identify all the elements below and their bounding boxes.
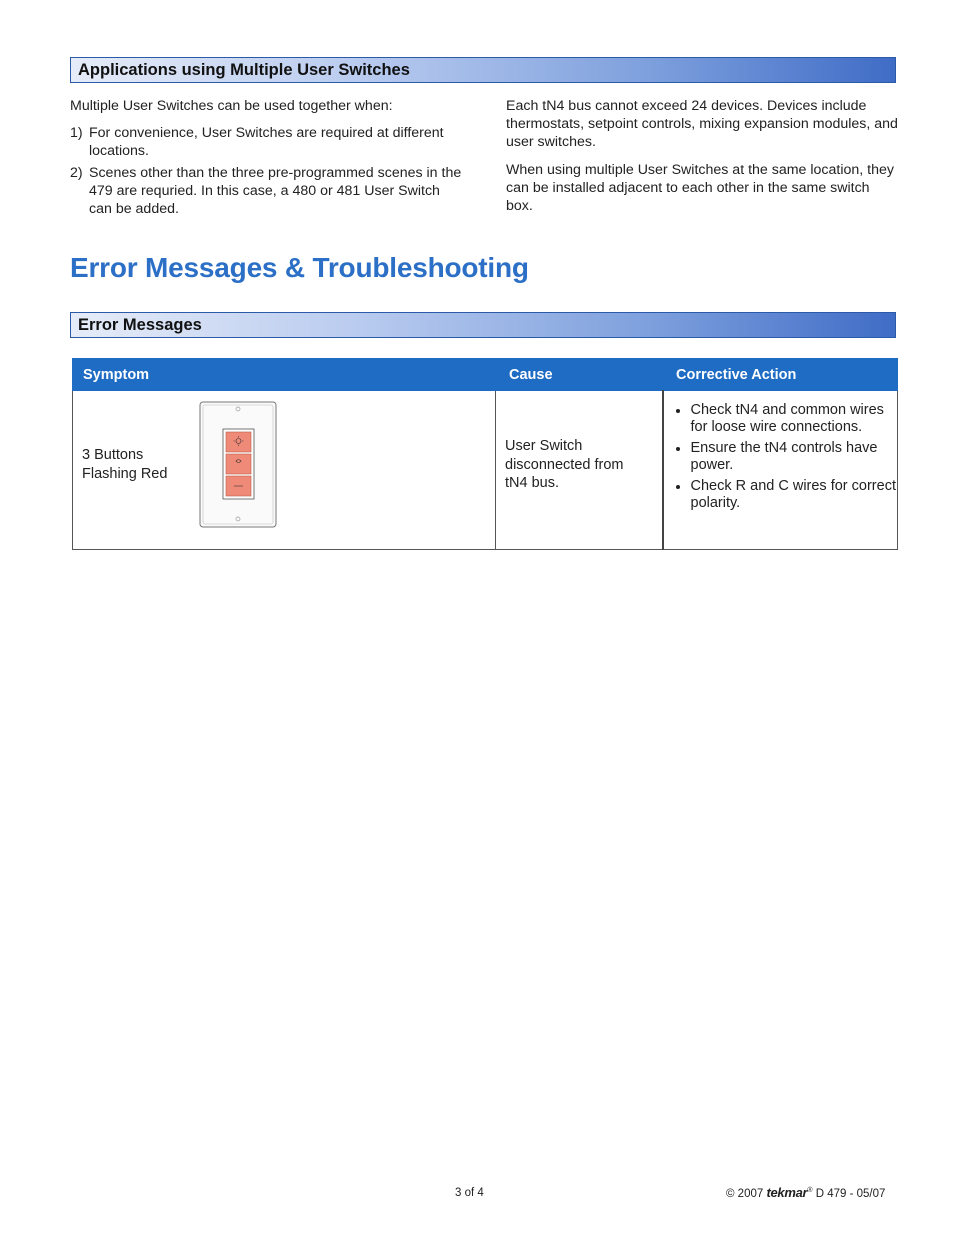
registered-mark: ®	[807, 1187, 813, 1195]
list-item-text: For convenience, User Switches are required at different locations.	[89, 125, 444, 159]
applications-section-header	[70, 57, 896, 83]
error-messages-table	[72, 358, 898, 550]
column-header-cause: Cause	[496, 359, 663, 391]
cause-text: User Switch disconnected from tN4 bus.	[505, 438, 624, 491]
error-messages-heading: Error Messages	[78, 316, 202, 334]
error-messages-section-header	[70, 312, 896, 338]
cause-cell	[496, 391, 663, 550]
list-item: Check tN4 and common wires for loose wire connections.	[664, 402, 898, 436]
list-item: Check R and C wires for correct polarity.	[664, 478, 898, 512]
symptom-cell	[73, 391, 496, 550]
list-item-number: 2)	[70, 165, 83, 181]
bus-limit-paragraph: Each tN4 bus cannot exceed 24 devices. Devices include thermostats, setpoint controls, mixing expansion modules, and user switches.	[506, 98, 898, 150]
page-number: 3 of 4	[455, 1187, 484, 1199]
page-title: Error Messages & Troubleshooting	[70, 252, 529, 283]
applications-heading: Applications using Multiple User Switches	[78, 61, 410, 79]
list-item-number: 1)	[70, 125, 83, 141]
footer-copyright	[726, 1185, 885, 1200]
column-header-symptom: Symptom	[73, 359, 496, 391]
list-item-text: Scenes other than the three pre-programmed scenes in the 479 are requried. In this case, a 480 or 481 User Switch can be added.	[89, 165, 462, 217]
column-header-corrective-action: Corrective Action	[663, 359, 898, 391]
copyright-text: © 2007	[726, 1188, 764, 1200]
document-code: D 479 - 05/07	[815, 1188, 886, 1200]
multiple-switches-paragraph: When using multiple User Switches at the same location, they can be installed adjacent to each other in the same switch box.	[506, 162, 894, 214]
corrective-action-cell	[663, 391, 898, 550]
table-header-row	[73, 359, 898, 391]
list-item: Ensure the tN4 controls have power.	[664, 440, 898, 474]
symptom-text: 3 Buttons Flashing Red	[82, 447, 168, 482]
table-row	[73, 391, 898, 550]
brand-logo: tekmar	[766, 1185, 808, 1200]
corrective-action-list	[664, 402, 898, 512]
user-switch-illustration-icon	[199, 401, 277, 528]
applications-intro: Multiple User Switches can be used together when:	[70, 98, 393, 114]
